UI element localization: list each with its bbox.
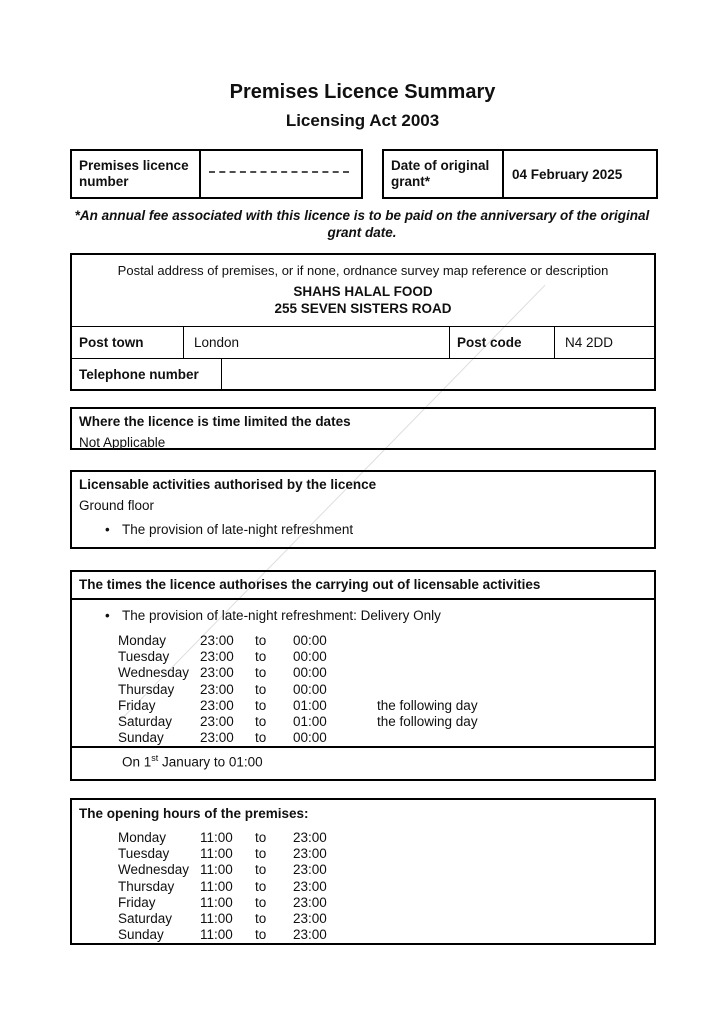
note-cell: [377, 649, 654, 665]
activities-section: [70, 470, 656, 549]
bullet-icon: •: [105, 608, 110, 623]
start-time-cell: 11:00: [200, 878, 233, 894]
to-cell: to: [255, 846, 267, 862]
note-cell: [377, 846, 654, 862]
schedule-row: [72, 649, 654, 665]
to-cell: to: [255, 927, 267, 943]
to-cell: to: [255, 633, 267, 648]
start-time-cell: 11:00: [200, 846, 233, 862]
end-time-cell: 23:00: [293, 927, 327, 943]
to-cell: to: [255, 862, 267, 878]
exception-suffix: January to 01:00: [158, 754, 263, 770]
times-body: [72, 600, 654, 746]
licence-number-value: [201, 151, 361, 197]
grant-date-table: [382, 149, 658, 199]
note-cell: [377, 862, 654, 878]
note-cell: [377, 633, 654, 649]
exception-prefix: On 1: [122, 754, 152, 770]
january-exception: [72, 746, 654, 779]
start-time-cell: 23:00: [200, 633, 234, 648]
redacted-licence-number: [209, 171, 349, 173]
times-section: [70, 570, 656, 781]
telephone-label: Telephone number: [72, 359, 222, 389]
day-cell: Friday: [118, 894, 156, 910]
start-time-cell: 23:00: [200, 665, 234, 681]
opening-schedule: [72, 830, 654, 943]
end-time-cell: 00:00: [293, 633, 327, 648]
grant-date-label: Date of original grant*: [384, 151, 504, 197]
note-cell: [377, 665, 654, 681]
note-cell: [377, 927, 654, 943]
post-town-label: Post town: [72, 327, 184, 358]
bullet-icon: •: [105, 522, 110, 537]
schedule-row: [72, 714, 654, 730]
schedule-row: [72, 846, 654, 862]
day-cell: Thursday: [118, 681, 175, 697]
start-time-cell: 11:00: [200, 862, 233, 878]
day-cell: Monday: [118, 633, 167, 648]
opening-heading: The opening hours of the premises:: [79, 806, 309, 821]
to-cell: to: [255, 714, 267, 730]
note-cell: [377, 830, 654, 846]
schedule-row: [72, 911, 654, 927]
note-cell: [377, 682, 654, 698]
day-cell: Sunday: [118, 730, 164, 746]
grant-date-value: 04 February 2025: [512, 166, 623, 182]
start-time-cell: 23:00: [200, 681, 234, 697]
day-cell: Thursday: [118, 878, 175, 894]
end-time-cell: 00:00: [293, 665, 327, 681]
licence-number-table: [70, 149, 363, 199]
page-subtitle: Licensing Act 2003: [285, 111, 440, 130]
times-schedule: [72, 633, 654, 746]
day-cell: Saturday: [118, 714, 173, 730]
address-heading: Postal address of premises, or if none, ordnance survey map reference or description: [117, 263, 609, 278]
times-activity-item: [72, 607, 654, 624]
note-cell: [377, 879, 654, 895]
end-time-cell: 01:00: [293, 697, 327, 713]
activity-label: The provision of late-night refreshment: [122, 522, 354, 537]
schedule-row: [72, 879, 654, 895]
end-time-cell: 23:00: [293, 846, 327, 862]
to-cell: to: [255, 911, 267, 927]
telephone-value: [222, 359, 654, 389]
annual-fee-note: *An annual fee associated with this licence is to be paid on the anniversary of the original grant date.: [74, 208, 650, 240]
day-cell: Tuesday: [118, 649, 170, 665]
premises-name: SHAHS HALAL FOOD: [293, 284, 433, 299]
activities-heading: Licensable activities authorised by the licence: [79, 477, 377, 492]
end-time-cell: 23:00: [293, 878, 327, 894]
schedule-row: [72, 862, 654, 878]
licence-number-label: Premises licence number: [72, 151, 201, 197]
end-time-cell: 00:00: [293, 649, 327, 665]
page-title: Premises Licence Summary: [229, 81, 496, 103]
time-limited-value: Not Applicable: [79, 435, 166, 450]
day-cell: Wednesday: [118, 862, 190, 878]
note-cell: [377, 911, 654, 927]
day-cell: Wednesday: [118, 665, 190, 681]
note-cell: the following day: [377, 714, 478, 730]
start-time-cell: 11:00: [200, 830, 233, 845]
to-cell: to: [255, 894, 267, 910]
post-town-value: London: [184, 327, 450, 358]
end-time-cell: 23:00: [293, 911, 327, 927]
start-time-cell: 23:00: [200, 649, 234, 665]
to-cell: to: [255, 830, 267, 845]
end-time-cell: 00:00: [293, 681, 327, 697]
day-cell: Monday: [118, 830, 167, 845]
to-cell: to: [255, 665, 267, 681]
start-time-cell: 11:00: [200, 911, 233, 927]
schedule-row: [72, 927, 654, 943]
start-time-cell: 23:00: [200, 730, 234, 746]
to-cell: to: [255, 649, 267, 665]
day-cell: Tuesday: [118, 846, 170, 862]
note-cell: [377, 895, 654, 911]
day-cell: Saturday: [118, 911, 173, 927]
end-time-cell: 23:00: [293, 830, 327, 845]
time-limited-heading: Where the licence is time limited the dates: [79, 414, 351, 429]
note-cell: [377, 730, 654, 746]
to-cell: to: [255, 878, 267, 894]
start-time-cell: 23:00: [200, 714, 234, 730]
start-time-cell: 23:00: [200, 697, 234, 713]
activity-item: [79, 521, 647, 538]
schedule-row: [72, 682, 654, 698]
time-limited-section: [70, 407, 656, 450]
address-table: [70, 253, 656, 391]
times-activity-label: The provision of late-night refreshment: Delivery Only: [122, 608, 441, 623]
times-heading: The times the licence authorises the carrying out of licensable activities: [72, 572, 654, 600]
activities-area: Ground floor: [79, 498, 155, 513]
schedule-row: [72, 830, 654, 846]
end-time-cell: 23:00: [293, 894, 327, 910]
start-time-cell: 11:00: [200, 894, 233, 910]
telephone-row: [72, 359, 654, 389]
post-code-label: Post code: [450, 327, 555, 358]
post-town-row: [72, 327, 654, 359]
post-code-value: N4 2DD: [565, 335, 614, 350]
to-cell: to: [255, 697, 267, 713]
schedule-row: [72, 665, 654, 681]
day-cell: Friday: [118, 697, 156, 713]
end-time-cell: 01:00: [293, 714, 327, 730]
schedule-row: [72, 895, 654, 911]
note-cell: the following day: [377, 697, 478, 713]
to-cell: to: [255, 730, 267, 746]
to-cell: to: [255, 681, 267, 697]
schedule-row: [72, 730, 654, 746]
schedule-row: [72, 633, 654, 649]
end-time-cell: 23:00: [293, 862, 327, 878]
start-time-cell: 11:00: [200, 927, 233, 943]
end-time-cell: 00:00: [293, 730, 327, 746]
exception-ordinal: st: [151, 753, 159, 764]
address-block: [72, 255, 654, 327]
premises-street: 255 SEVEN SISTERS ROAD: [274, 300, 452, 316]
schedule-row: [72, 698, 654, 714]
opening-hours-section: [70, 798, 656, 945]
day-cell: Sunday: [118, 927, 164, 943]
